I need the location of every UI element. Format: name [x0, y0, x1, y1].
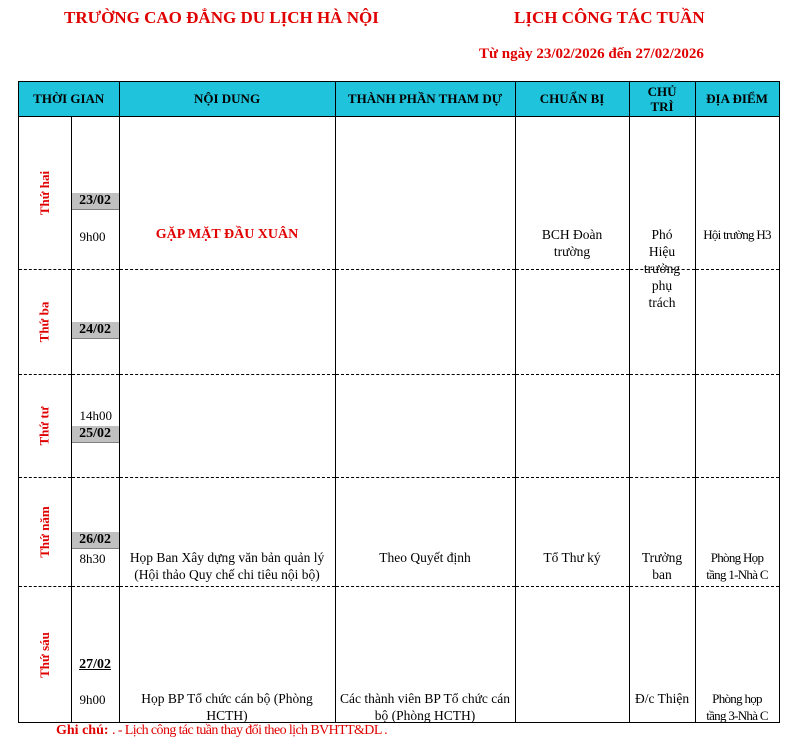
- day-chair: Phó Hiệu trưởng phụ trách: [643, 227, 681, 310]
- day-content: Họp Ban Xây dựng văn bản quản lý (Hội thảo Quy chế chi tiêu nội bộ): [129, 550, 325, 582]
- footnote-text: . - Lịch công tác tuần thay đổi theo lịch BVHTT&DL .: [112, 723, 388, 738]
- day-date: 23/02: [72, 193, 119, 210]
- day-chair: Đ/c Thiện: [634, 690, 690, 706]
- col-header-chair-line2: TRÌ: [650, 99, 674, 114]
- schedule-table: [18, 81, 780, 723]
- col-header-participants: THÀNH PHẦN THAM DỰ: [335, 82, 515, 117]
- day-date: 24/02: [72, 322, 119, 339]
- school-name: TRƯỜNG CAO ĐẲNG DU LỊCH HÀ NỘI: [64, 8, 379, 27]
- day-time: 9h00: [79, 691, 106, 707]
- day-row-wednesday: [19, 375, 780, 478]
- day-name: Thứ sáu: [19, 587, 72, 723]
- day-participants: Các thành viên BP Tổ chức cán bộ (Phòng HCTH): [340, 690, 511, 723]
- footnote-label: Ghi chú:: [56, 723, 109, 738]
- col-header-chair-line1: CHỦ: [647, 84, 677, 99]
- date-range: Từ ngày 23/02/2026 đến 27/02/2026: [479, 46, 704, 62]
- day-prepare: Tổ Thư ký: [543, 550, 601, 565]
- col-header-location: ĐỊA ĐIỂM: [695, 82, 779, 117]
- day-row-thursday: [19, 478, 780, 587]
- day-time: 8h30: [79, 551, 106, 566]
- col-header-prepare: CHUẨN BỊ: [515, 82, 629, 117]
- col-header-content: NỘI DUNG: [119, 82, 335, 117]
- day-location: Phòng Họp tầng 1-Nhà C: [706, 550, 768, 582]
- col-header-time: THỜI GIAN: [19, 82, 120, 117]
- col-header-chair: [629, 82, 695, 117]
- day-time: 9h00: [79, 229, 106, 244]
- day-prepare: BCH Đoàn trường: [541, 227, 603, 259]
- day-location: Hội trường H3: [703, 227, 771, 242]
- day-content: Họp BP Tổ chức cán bộ (Phòng HCTH): [141, 690, 313, 723]
- day-name: Thứ ba: [19, 270, 72, 375]
- day-location: Phòng họp tầng 3-Nhà C: [706, 690, 768, 723]
- day-date: 25/02: [72, 426, 119, 443]
- day-row-friday: [19, 587, 780, 723]
- day-name: Thứ năm: [19, 478, 72, 587]
- day-date: 26/02: [72, 532, 119, 549]
- page-title: LỊCH CÔNG TÁC TUẦN: [514, 8, 705, 27]
- day-participants: Theo Quyết định: [379, 550, 471, 565]
- day-time: 14h00: [79, 408, 113, 423]
- table-header-row: [19, 82, 780, 117]
- day-date: 27/02: [79, 656, 111, 672]
- day-chair: Trưởng ban: [641, 550, 683, 582]
- day-row-monday: [19, 117, 780, 270]
- day-content: GẶP MẶT ĐẦU XUÂN: [155, 227, 299, 242]
- day-name: Thứ tư: [19, 375, 72, 478]
- footnote: [56, 723, 387, 739]
- day-name: Thứ hai: [19, 117, 72, 270]
